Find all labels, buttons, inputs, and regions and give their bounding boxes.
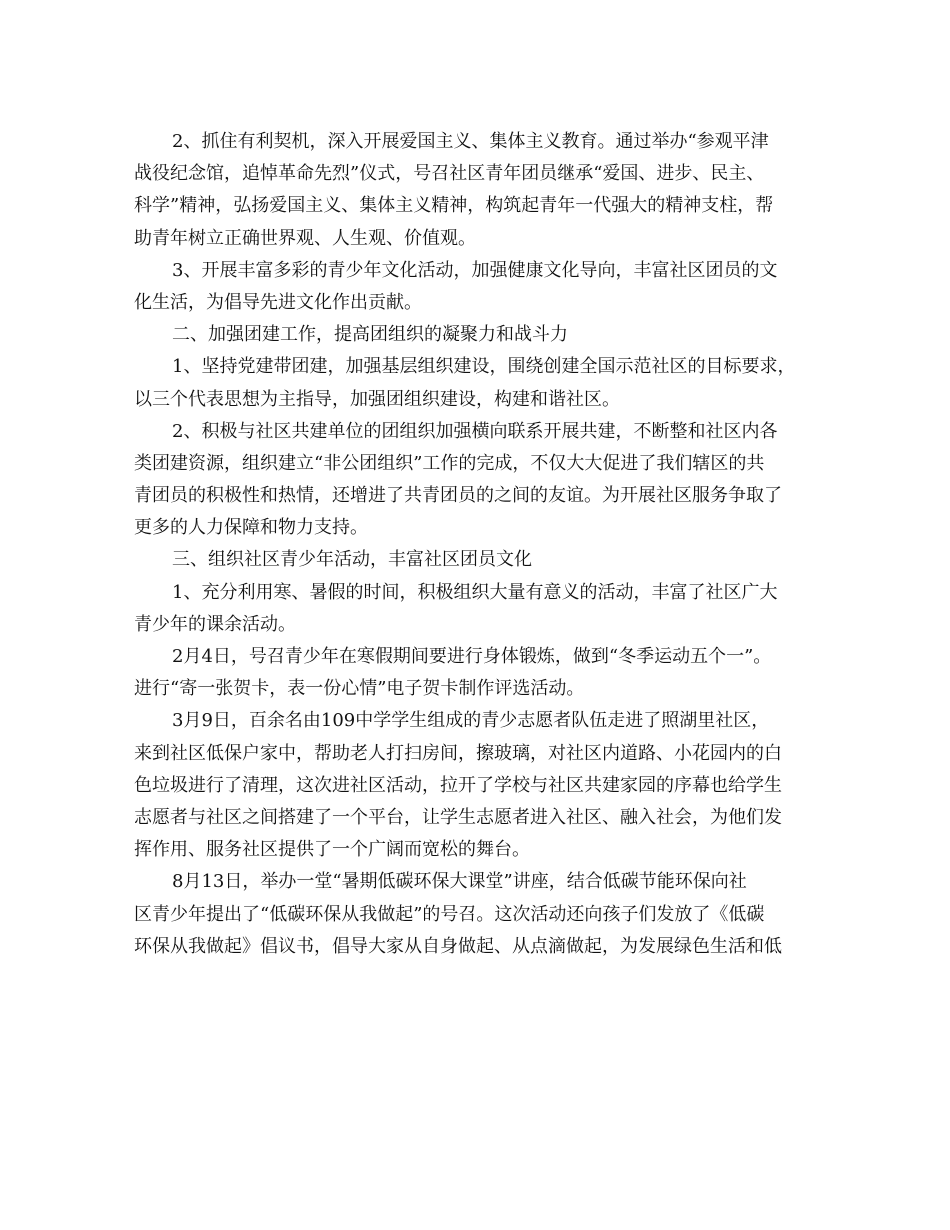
text-line: 3月9日，百余名由109中学学生组成的青少志愿者队伍走进了照湖里社区， <box>172 710 770 732</box>
text-line: 1、充分利用寒、暑假的时间，积极组织大量有意义的活动，丰富了社区广大 <box>172 581 778 603</box>
text-line: 进行“寄一张贺卡，表一份心情”电子贺卡制作评选活动。 <box>134 678 585 700</box>
text-line: 挥作用、服务社区提供了一个广阔而宽松的舞台。 <box>134 839 530 861</box>
text-line: 1、坚持党建带团建，加强基层组织建设，围绕创建全国示范社区的目标要求， <box>172 356 796 378</box>
document-body <box>134 126 814 963</box>
text-line: 化生活，为倡导先进文化作出贡献。 <box>134 291 422 313</box>
text-line: 色垃圾进行了清理，这次进社区活动，拉开了学校与社区共建家园的序幕也给学生 <box>134 774 782 796</box>
text-line: 8月13日，举办一堂“暑期低碳环保大课堂”讲座，结合低碳节能环保向社 <box>172 871 747 893</box>
text-line: 三、组织社区青少年活动，丰富社区团员文化 <box>172 549 532 571</box>
text-line: 3、开展丰富多彩的青少年文化活动，加强健康文化导向，丰富社区团员的文 <box>172 259 778 281</box>
text-line: 类团建资源，组织建立“非公团组织”工作的完成，不仅大大促进了我们辖区的共 <box>134 452 765 474</box>
text-line: 区青少年提出了“低碳环保从我做起”的号召。这次活动还向孩子们发放了《低碳 <box>134 903 765 925</box>
text-line: 环保从我做起》倡议书，倡导大家从自身做起、从点滴做起，为发展绿色生活和低 <box>134 935 782 957</box>
text-line: 2月4日，号召青少年在寒假期间要进行身体锻炼，做到“冬季运动五个一”。 <box>172 646 772 667</box>
text-line: 青少年的课余活动。 <box>134 613 296 635</box>
text-line: 助青年树立正确世界观、人生观、价值观。 <box>134 227 476 249</box>
text-line: 来到社区低保户家中，帮助老人打扫房间，擦玻璃，对社区内道路、小花园内的白 <box>134 742 782 764</box>
text-line: 志愿者与社区之间搭建了一个平台，让学生志愿者进入社区、融入社会，为他们发 <box>134 806 782 828</box>
text-line: 二、加强团建工作，提高团组织的凝聚力和战斗力 <box>172 324 568 346</box>
text-line: 以三个代表思想为主指导，加强团组织建设，构建和谐社区。 <box>134 388 620 410</box>
text-line: 青团员的积极性和热情，还增进了共青团员的之间的友谊。为开展社区服务争取了 <box>134 485 782 507</box>
text-line: 2、抓住有利契机，深入开展爱国主义、集体主义教育。通过举办“参观平津 <box>172 131 769 152</box>
text-line: 战役纪念馆，追悼革命先烈”仪式，号召社区青年团员继承“爱国、进步、民主、 <box>134 163 765 185</box>
text-line: 科学”精神，弘扬爱国主义、集体主义精神，构筑起青年一代强大的精神支柱，帮 <box>134 195 774 217</box>
text-line: 2、积极与社区共建单位的团组织加强横向联系开展共建，不断整和社区内各 <box>172 420 778 442</box>
text-line: 更多的人力保障和物力支持。 <box>134 517 368 539</box>
